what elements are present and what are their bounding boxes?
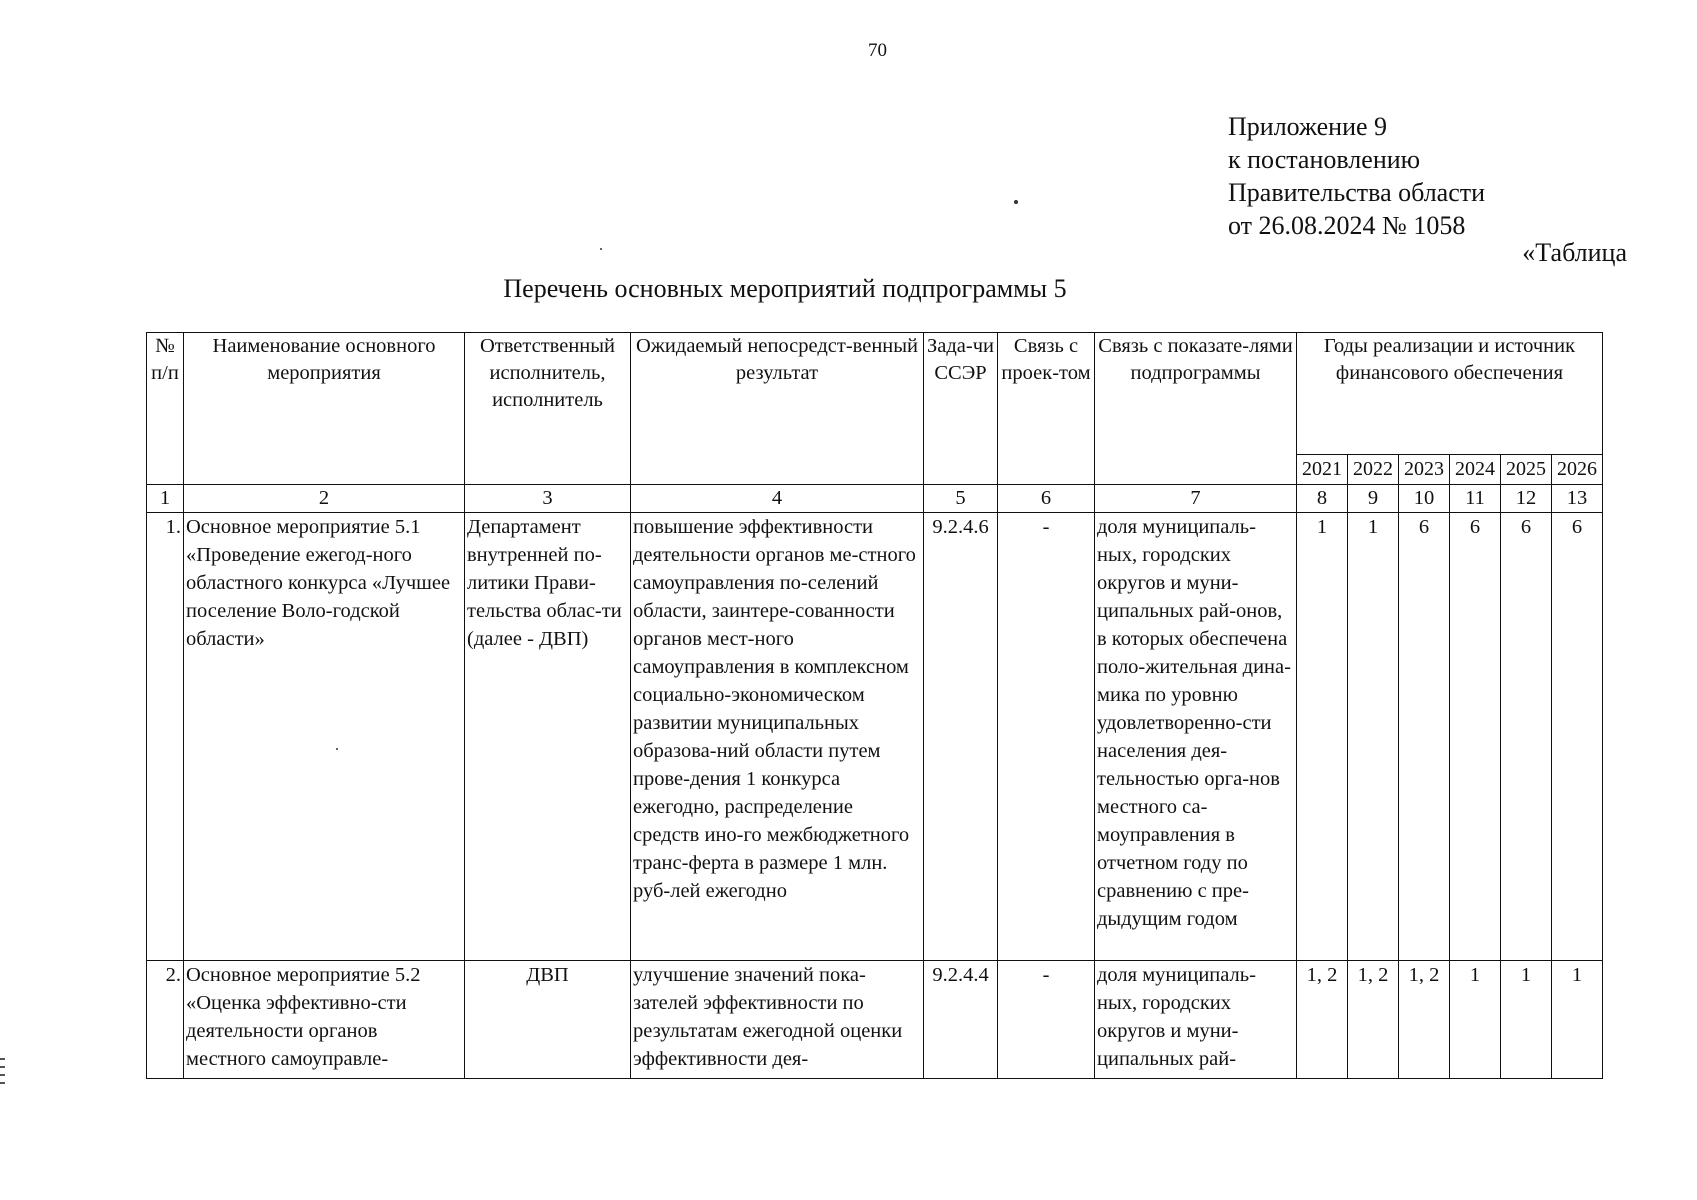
column-number: 6 [998,485,1095,513]
table-label: «Таблица [1522,238,1627,267]
activities-table [146,332,1603,1079]
header-year: 2023 [1399,455,1450,485]
row-year-value: 1 [1297,513,1348,961]
column-number: 5 [924,485,998,513]
header-year: 2024 [1450,455,1501,485]
row-year-value: 6 [1552,513,1603,961]
appendix-line-1: Приложение 9 [1228,112,1388,141]
row-result: повышение эффективности деятельности органов ме-стного самоуправления по-селений области, заинтере-сованности органов мест-ного самоуправления в комплексном социально-экономическом развитии муниципальных образова-ний области путем прове-дения 1 конкурса ежегодно, распределение средств ино-го межбюджетного транс-ферта в размере 1 млн. руб-лей ежегодно [631,513,924,961]
row-year-value: 1 [1348,513,1399,961]
row-name: Основное мероприятие 5.1 «Проведение ежегод-ного областного конкурса «Лучшее поселение Воло-годской области» [184,513,465,961]
column-number: 10 [1399,485,1450,513]
margin-marks [0,1058,6,1090]
table-row [147,513,1603,961]
header-result: Ожидаемый непосредст-венный результат [631,333,924,485]
header-year: 2026 [1552,455,1603,485]
row-year-value: 1, 2 [1348,961,1399,1079]
row-name: Основное мероприятие 5.2 «Оценка эффективно-сти деятельности органов местного самоуправле- [186,964,421,1070]
scan-speck [1014,200,1018,204]
row-responsible: ДВП [465,961,631,1079]
column-number: 2 [184,485,465,513]
row-year-value: 1 [1450,961,1501,1079]
appendix-line-3: Правительства области [1228,178,1486,207]
row-num: 1. [147,513,184,961]
row-num: 2. [147,961,184,1079]
scan-speck [600,248,602,250]
header-indicators: Связь с показате-лями подпрограммы [1095,333,1297,485]
row-year-value: 6 [1450,513,1501,961]
column-number: 1 [147,485,184,513]
column-number-row [147,485,1603,513]
row-indicators: доля муниципаль-ных, городских округов и муни-ципальных рай- [1097,964,1256,1070]
row-result: улучшение значений пока-зателей эффективности по результатам ежегодной оценки эффективности дея- [633,964,903,1070]
column-number: 3 [465,485,631,513]
row-year-value: 6 [1399,513,1450,961]
column-number: 4 [631,485,924,513]
header-years-group: Годы реализации и источник финансового обеспечения [1297,333,1603,455]
row-tasks: 9.2.4.4 [924,961,998,1079]
header-name: Наименование основного мероприятия [184,333,465,485]
table-row [147,961,1603,1079]
appendix-line-4: от 26.08.2024 № 1058 [1228,211,1466,240]
row-indicators: доля муниципаль-ных, городских округов и муни-ципальных рай-онов, в которых обеспечена поло-жительная дина-мика по уровню удовлетворенно-сти населения дея-тельностью орга-нов местного са-моуправления в отчетном году по сравнению с пре-дыдущим годом [1095,513,1297,961]
row-year-value: 1 [1552,961,1603,1079]
column-number: 9 [1348,485,1399,513]
column-number: 8 [1297,485,1348,513]
appendix-line-2: к постановлению [1228,145,1421,174]
header-year: 2021 [1297,455,1348,485]
header-num: № п/п [147,333,184,485]
row-year-value: 1, 2 [1399,961,1450,1079]
header-year: 2022 [1348,455,1399,485]
row-year-value: 1 [1501,961,1552,1079]
row-year-value: 6 [1501,513,1552,961]
column-number: 12 [1501,485,1552,513]
header-row [147,333,1603,455]
header-responsible: Ответственный исполнитель, исполнитель [465,333,631,485]
column-number: 7 [1095,485,1297,513]
header-project: Связь с проек-том [998,333,1095,485]
row-year-value: 1, 2 [1297,961,1348,1079]
document-title: Перечень основных мероприятий подпрограммы 5 [503,274,1067,303]
page-number: 70 [868,40,887,61]
row-project: - [998,961,1095,1079]
header-year: 2025 [1501,455,1552,485]
row-responsible: Департамент внутренней по-литики Прави-тельства облас-ти (далее - ДВП) [465,513,631,961]
header-tasks: Зада-чи ССЭР [924,333,998,485]
column-number: 11 [1450,485,1501,513]
column-number: 13 [1552,485,1603,513]
row-project: - [998,513,1095,961]
appendix-reference [1228,110,1485,242]
row-tasks: 9.2.4.6 [924,513,998,961]
